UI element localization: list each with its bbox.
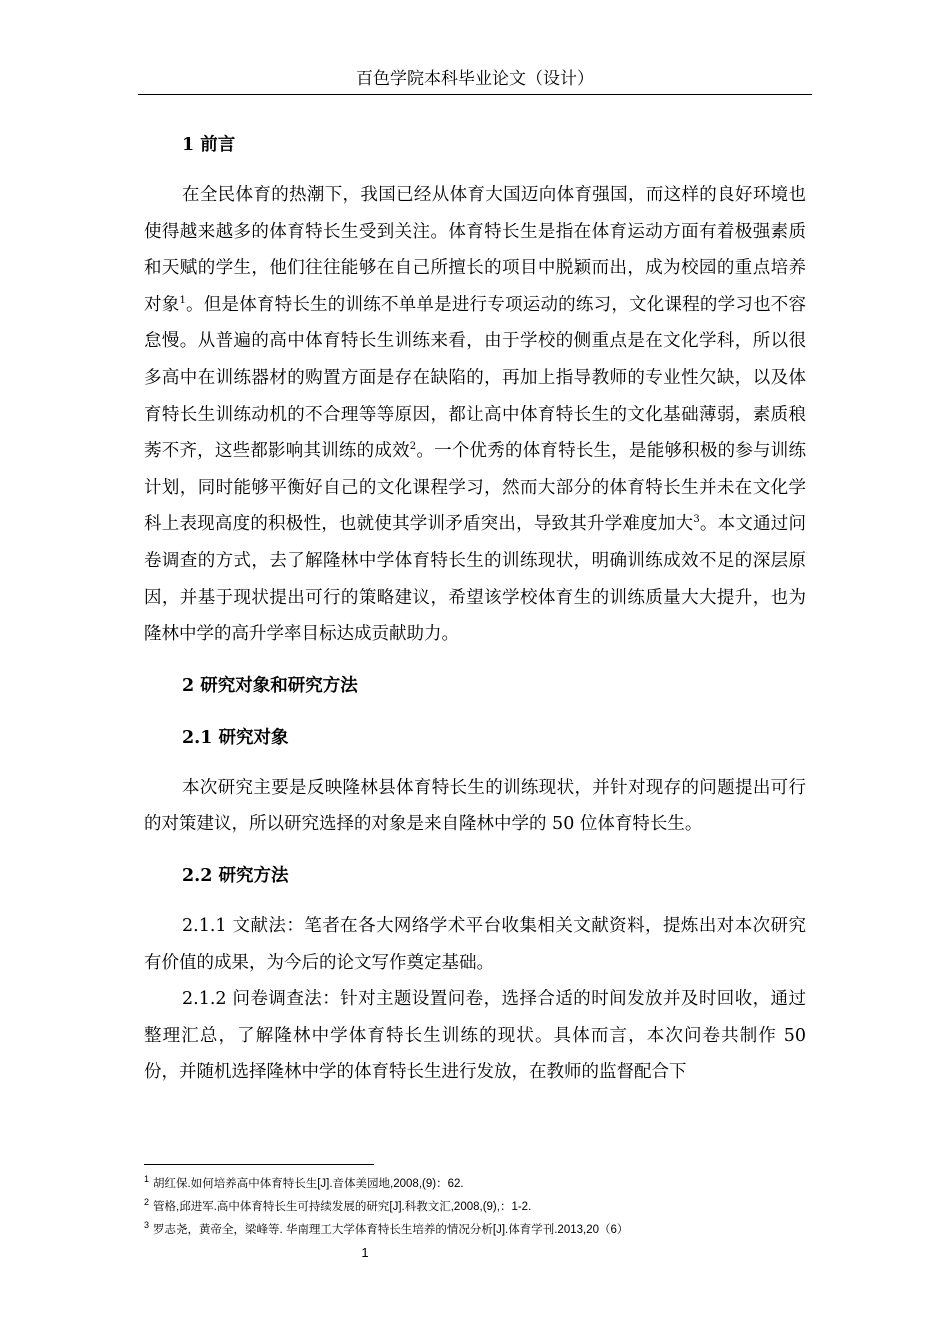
paragraph-text: 在全民体育的热潮下，我国已经从体育大国迈向体育强国，而这样的良好环境也使得越来越多的体育特长生受到关注。体育特长生是指在体育运动方面有着极强素质和天赋的学生，他们往往能够在自己所擅长的项目中脱颖而出，成为校园的重点培养对象 xyxy=(144,185,806,315)
page-number: 1 xyxy=(361,1245,369,1260)
footnote-number: 1 xyxy=(144,1174,150,1184)
header-title: 百色学院本科毕业论文（设计） xyxy=(356,69,594,89)
section-1-heading: 1 前言 xyxy=(182,135,236,155)
footnote-item xyxy=(144,1216,806,1239)
section-2-2-heading: 2.2 研究方法 xyxy=(182,865,289,886)
section-2-2-paragraph-1: 2.1.1 文献法：笔者在各大网络学术平台收集相关文献资料，提炼出对本次研究有价值的成果，为今后的论文写作奠定基础。 xyxy=(144,915,806,973)
footnote-ref-1[interactable]: 1 xyxy=(179,294,186,306)
section-2-heading: 2 研究对象和研究方法 xyxy=(182,675,358,696)
footnote-ref-3[interactable]: 3 xyxy=(693,514,700,526)
section-2-2-paragraph-2: 2.1.2 问卷调查法：针对主题设置问卷，选择合适的时间发放并及时回收，通过整理汇总，了解隆林中学体育特长生训练的现状。具体而言，本次问卷共制作 50 份，并随机选择隆林中学的体育特长生进行发放，在教师的监督配合下 xyxy=(144,989,806,1083)
paragraph-text: 。但是体育特长生的训练不单单是进行专项运动的练习，文化课程的学习也不容怠慢。从普遍的高中体育特长生训练来看，由于学校的侧重点是在文化学科，所以很多高中在训练器材的购置方面是存在缺陷的，再加上指导教师的专业性欠缺，以及体育特长生训练动机的不合理等等原因，都让高中体育特长生的文化基础薄弱，素质稂莠不齐，这些都影响其训练的成效 xyxy=(144,294,807,462)
footnote-item xyxy=(144,1193,806,1216)
section-2-1-paragraph: 本次研究主要是反映隆林县体育特长生的训练现状，并针对现存的问题提出可行的对策建议，所以研究选择的对象是来自隆林中学的 50 位体育特长生。 xyxy=(144,777,806,835)
footnotes xyxy=(144,1170,806,1238)
footnote-number: 2 xyxy=(144,1196,150,1207)
section-2-1-heading: 2.1 研究对象 xyxy=(182,727,289,748)
footnote-number: 3 xyxy=(144,1219,150,1230)
footnote-text: 管格,邱进军.高中体育特长生可持续发展的研究[J].科教文汇,2008,(9),：1-2. xyxy=(153,1200,532,1213)
paragraph-text: 。一个优秀的体育特长生，是能够积极的参与训练计划，同时能够平衡好自己的文化课程学习，然而大部分的体育特长生并未在文化学科上表现高度的积极性，也就使其学训矛盾突出，导致其升学难度加大 xyxy=(144,441,807,535)
footnote-text: 胡红保.如何培养高中体育特长生[J].音体美园地,2008,(9)：62. xyxy=(153,1177,464,1190)
section-1-paragraph xyxy=(144,177,806,653)
page-header xyxy=(138,66,812,95)
footnote-text: 罗志尧，黄帝全，梁峰等. 华南理工大学体育特长生培养的情况分析[J].体育学刊.2013,20（6） xyxy=(153,1223,629,1236)
document-body xyxy=(144,125,806,1091)
footnote-separator xyxy=(144,1164,374,1165)
footnote-ref-2[interactable]: 2 xyxy=(409,441,417,453)
footnote-item xyxy=(144,1170,806,1193)
paragraph-text: 。本文通过问卷调查的方式，去了解隆林中学体育特长生的训练现状，明确训练成效不足的深层原因，并基于现状提出可行的策略建议，希望该学校体育生的训练质量大大提升，也为隆林中学的高升学率目标达成贡献助力。 xyxy=(144,514,807,645)
